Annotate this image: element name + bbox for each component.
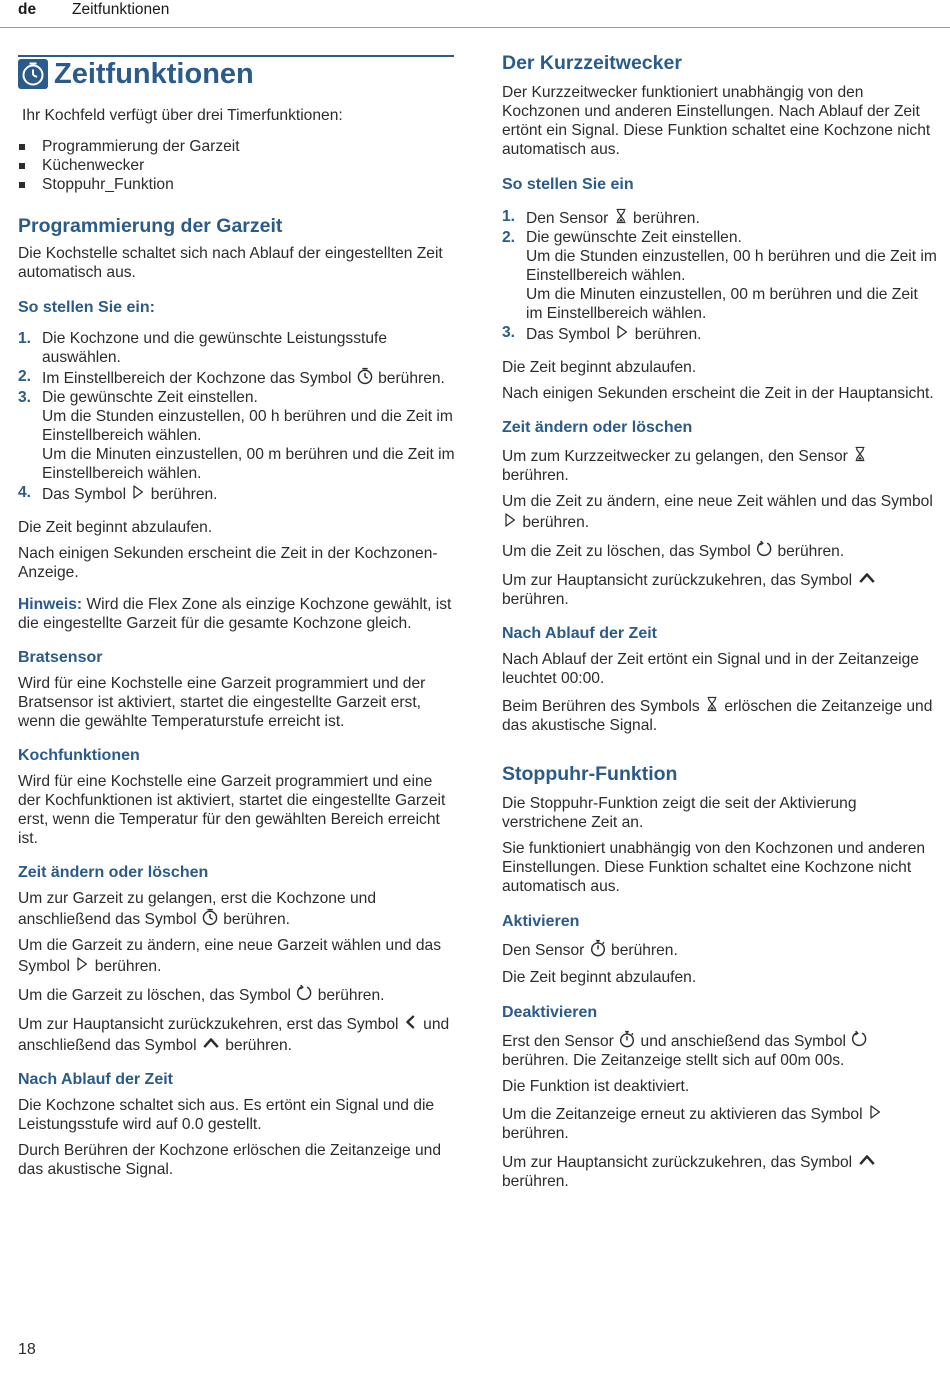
text: berühren.: [502, 1125, 569, 1142]
reset-icon: [850, 1030, 868, 1048]
header-section: Zeitfunktionen: [72, 1, 170, 18]
paragraph: [502, 492, 938, 532]
subheading-change-delete: Zeit ändern oder löschen: [502, 419, 693, 436]
left-column: [18, 40, 458, 1179]
list-item: Programmierung der Garzeit: [18, 137, 458, 156]
timer-icon: [356, 367, 374, 385]
hourglass-icon: [852, 445, 868, 463]
stopwatch-icon: [618, 1030, 636, 1048]
timer-icon: [201, 908, 219, 926]
text: Um zur Garzeit zu gelangen, erst die Kochzone und anschließend das Symbol: [18, 890, 376, 928]
text: berühren.: [317, 987, 385, 1004]
step-item: [18, 367, 458, 388]
paragraph: Die Kochzone schaltet sich aus. Es ertönt ein Signal und die Leistungsstufe wird auf 0.0 gestellt.: [18, 1097, 435, 1133]
subheading-deactivate: Deaktivieren: [502, 1004, 598, 1021]
chevron-left-icon: [403, 1013, 419, 1031]
subheading-change-delete: Zeit ändern oder löschen: [18, 864, 209, 881]
paragraph: [502, 695, 938, 735]
text: Um die Zeit zu löschen, das Symbol: [502, 543, 751, 560]
step-number: 1.: [502, 208, 516, 225]
text: berühren.: [502, 467, 569, 484]
hourglass-icon: [613, 207, 629, 225]
list-item: Stoppuhr_Funktion: [18, 175, 458, 194]
step-text: berühren.: [378, 370, 445, 387]
text: berühren.: [223, 911, 291, 928]
text: Um die Garzeit zu ändern, eine neue Garzeit wählen und das Symbol: [18, 937, 442, 975]
play-icon: [74, 955, 90, 973]
section-heading-stopwatch: Stoppuhr-Funktion: [502, 763, 678, 785]
step-text: Den Sensor: [526, 210, 609, 227]
play-icon: [130, 483, 146, 501]
paragraph: Nach einigen Sekunden erscheint die Zeit in der Hauptansicht.: [502, 385, 934, 402]
note-label: Hinweis:: [18, 596, 83, 613]
running-header: [18, 0, 169, 20]
paragraph: Wird für eine Kochstelle eine Garzeit programmiert und der Bratsensor ist aktiviert, startet die eingestellte Garzeit erst, wenn die gewählte Temperaturstufe erreicht ist.: [18, 675, 426, 730]
paragraph: [18, 936, 458, 976]
text: Um zur Hauptansicht zurückzukehren, das Symbol: [502, 1154, 853, 1171]
step-item: [502, 323, 938, 344]
paragraph: Die Kochstelle schaltet sich nach Ablauf der eingestellten Zeit automatisch aus.: [18, 245, 443, 281]
section-heading-kitchen-timer: Der Kurzzeitwecker: [502, 52, 682, 74]
step-item: [18, 388, 458, 483]
paragraph: [502, 1030, 938, 1070]
subheading-bratsensor: Bratsensor: [18, 649, 103, 666]
setup-steps: [18, 329, 458, 504]
text: Um zur Hauptansicht zurückzukehren, das Symbol: [502, 572, 853, 589]
stopwatch-icon: [589, 939, 607, 957]
step-item: [18, 329, 458, 367]
subheading-kochfunktionen: Kochfunktionen: [18, 747, 140, 764]
right-column: [502, 40, 938, 1191]
paragraph: Die Zeit beginnt abzulaufen.: [502, 359, 697, 376]
step-number: 3.: [502, 324, 516, 341]
text: berühren.: [522, 514, 590, 531]
paragraph: Die Funktion ist deaktiviert.: [502, 1078, 690, 1095]
step-text: berühren.: [150, 486, 218, 503]
text: Um zur Hauptansicht zurückzukehren, erst das Symbol: [18, 1016, 399, 1033]
paragraph: [502, 445, 938, 485]
list-item: Küchenwecker: [18, 156, 458, 175]
page-number: 18: [18, 1341, 36, 1358]
text: Um zum Kurzzeitwecker zu gelangen, den Sensor: [502, 448, 848, 465]
paragraph: Wird für eine Kochstelle eine Garzeit programmiert und eine der Kochfunktionen ist aktiviert, startet die eingestellte Garzeit erst, wenn die Temperatur für den gewählten Bereich erreicht ist.: [18, 773, 446, 847]
paragraph: [502, 569, 938, 609]
step-text: berühren.: [633, 210, 700, 227]
text: und anschließend das Symbol: [18, 1016, 450, 1054]
paragraph: [502, 540, 938, 561]
step-text: Um die Minuten einzustellen, 00 m berühren und die Zeit im Einstellbereich wählen.: [42, 446, 455, 482]
text: Um die Zeit zu ändern, eine neue Zeit wählen und das Symbol: [502, 493, 933, 510]
language-code: de: [18, 1, 37, 18]
step-item: [502, 228, 938, 323]
intro-text: Ihr Kochfeld verfügt über drei Timerfunktionen:: [22, 107, 343, 124]
play-icon: [867, 1103, 883, 1121]
subheading-after-time: Nach Ablauf der Zeit: [502, 625, 657, 642]
reset-icon: [295, 984, 313, 1002]
chapter-title-block: [18, 40, 458, 90]
paragraph: [18, 889, 458, 929]
paragraph: Sie funktioniert unabhängig von den Kochzonen und anderen Einstellungen. Diese Funktion schaltet eine Kochzone nicht automatisch aus.: [502, 840, 926, 895]
step-number: 2.: [502, 229, 516, 246]
play-icon: [502, 511, 518, 529]
play-icon: [614, 323, 630, 341]
text: erlöschen die Zeitanzeige und das akustische Signal.: [502, 698, 933, 734]
paragraph: Durch Berühren der Kochzone erlöschen die Zeitanzeige und das akustische Signal.: [18, 1142, 442, 1178]
paragraph: Der Kurzzeitwecker funktioniert unabhängig von den Kochzonen und anderen Einstellungen. Nach Ablauf der Zeit ertönt ein Signal. Diese Funktion schaltet eine Kochzone nicht automatisch aus.: [502, 84, 931, 158]
step-text: Das Symbol: [526, 326, 611, 343]
text: berühren.: [502, 1173, 569, 1190]
text: Beim Berühren des Symbols: [502, 698, 700, 715]
step-text: Die gewünschte Zeit einstellen.: [42, 389, 258, 406]
text: berühren.: [502, 591, 569, 608]
step-text: Die gewünschte Zeit einstellen.: [526, 229, 742, 246]
step-text: Um die Stunden einzustellen, 00 h berühren und die Zeit im Einstellbereich wählen.: [42, 408, 453, 444]
header-divider: [0, 27, 950, 28]
paragraph: [18, 984, 458, 1005]
page-title: Zeitfunktionen: [54, 58, 254, 90]
subheading-after-time: Nach Ablauf der Zeit: [18, 1071, 173, 1088]
text: berühren.: [94, 958, 162, 975]
hourglass-icon: [704, 695, 720, 713]
step-text: berühren.: [634, 326, 702, 343]
paragraph: Nach Ablauf der Zeit ertönt ein Signal und in der Zeitanzeige leuchtet 00:00.: [502, 651, 919, 687]
timer-function-list: [18, 137, 458, 194]
clock-icon: [18, 59, 48, 89]
paragraph: [502, 939, 938, 960]
paragraph: Nach einigen Sekunden erscheint die Zeit in der Kochzonen-Anzeige.: [18, 545, 438, 581]
step-item: [18, 483, 458, 504]
paragraph: Die Zeit beginnt abzulaufen.: [18, 519, 213, 536]
step-item: [502, 207, 938, 228]
chevron-up-icon: [857, 569, 877, 587]
subheading-setup: So stellen Sie ein: [502, 176, 634, 193]
step-number: 4.: [18, 484, 32, 501]
text: berühren.: [777, 543, 845, 560]
paragraph: [502, 1151, 938, 1191]
step-text: Um die Stunden einzustellen, 00 h berühren und die Zeit im Einstellbereich wählen.: [526, 248, 937, 284]
note: [18, 595, 458, 633]
paragraph: Die Stoppuhr-Funktion zeigt die seit der Aktivierung verstrichene Zeit an.: [502, 795, 857, 831]
text: berühren.: [225, 1037, 293, 1054]
subheading-activate: Aktivieren: [502, 913, 580, 930]
text: Erst den Sensor: [502, 1033, 614, 1050]
step-text: Im Einstellbereich der Kochzone das Symbol: [42, 370, 352, 387]
section-heading-cooking-time: Programmierung der Garzeit: [18, 215, 283, 237]
step-text: Das Symbol: [42, 486, 127, 503]
setup-steps: [502, 207, 938, 344]
text: berühren.: [611, 942, 678, 959]
chevron-up-icon: [201, 1034, 221, 1052]
step-number: 1.: [18, 330, 32, 347]
text: Den Sensor: [502, 942, 585, 959]
paragraph: [18, 1013, 458, 1055]
step-text: Die Kochzone und die gewünschte Leistungsstufe auswählen.: [42, 330, 388, 366]
title-rule: [18, 55, 454, 57]
step-number: 3.: [18, 389, 32, 406]
paragraph: Die Zeit beginnt abzulaufen.: [502, 969, 697, 986]
text: Um die Zeitanzeige erneut zu aktivieren das Symbol: [502, 1106, 863, 1123]
text: berühren. Die Zeitanzeige stellt sich auf 00m 00s.: [502, 1052, 845, 1069]
step-text: Um die Minuten einzustellen, 00 m berühren und die Zeit im Einstellbereich wählen.: [526, 286, 918, 322]
subheading-setup: So stellen Sie ein:: [18, 299, 155, 316]
note-text: Wird die Flex Zone als einzige Kochzone gewählt, ist die eingestellte Garzeit für die gesamte Kochzone gleich.: [18, 596, 452, 632]
reset-icon: [755, 540, 773, 558]
chevron-up-icon: [857, 1151, 877, 1169]
paragraph: [502, 1103, 938, 1143]
text: Um die Garzeit zu löschen, das Symbol: [18, 987, 292, 1004]
step-number: 2.: [18, 368, 32, 385]
text: und anschießend das Symbol: [640, 1033, 846, 1050]
